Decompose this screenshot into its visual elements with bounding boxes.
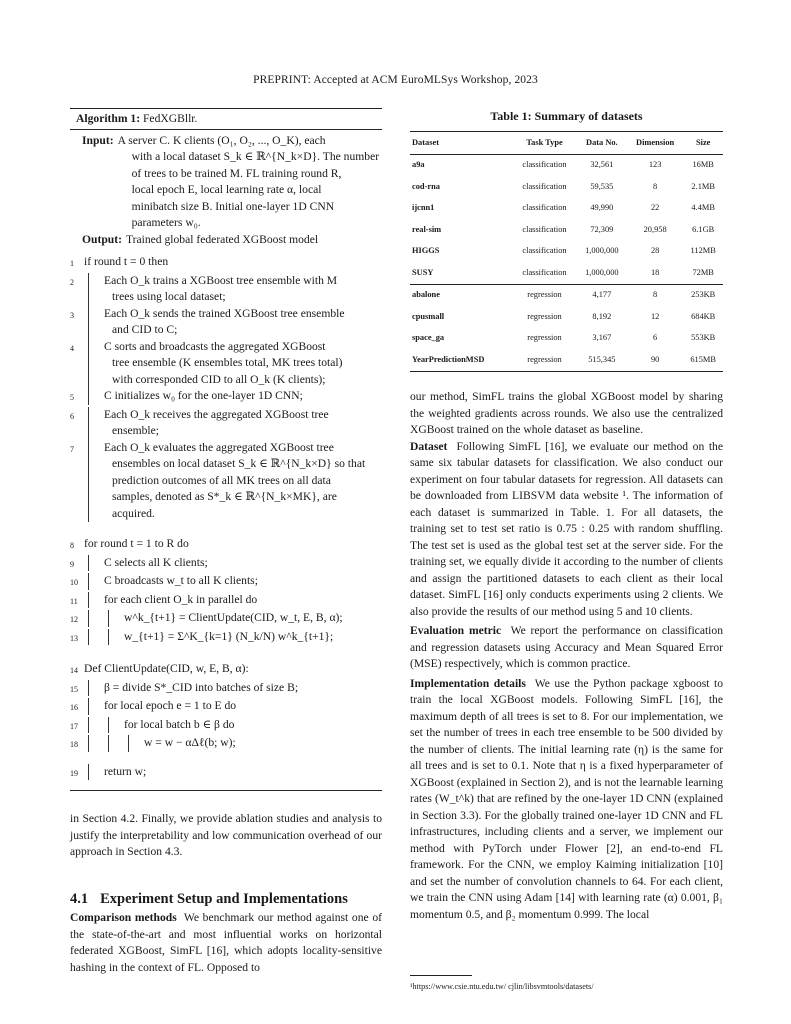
table-cell: 22 <box>650 203 660 212</box>
column-header: Size <box>683 131 723 155</box>
input-line: local epoch E, local learning rate α, local <box>131 183 322 196</box>
table-row <box>410 328 723 350</box>
table-cell: classification <box>522 224 567 234</box>
line-number: 4 <box>70 343 74 353</box>
footnote: ¹https://www.csie.ntu.edu.tw/ cjlin/libsvmtools/datasets/ <box>410 982 594 991</box>
table-row <box>410 220 723 242</box>
algorithm-line <box>70 440 382 523</box>
table-cell: 8 <box>653 290 658 299</box>
algorithm-line <box>70 735 382 754</box>
line-number: 9 <box>70 559 74 569</box>
line-number: 7 <box>70 444 74 454</box>
table-cell: 1,000,000 <box>577 263 627 285</box>
algorithm-line <box>70 273 382 306</box>
line-number: 17 <box>70 721 78 731</box>
algorithm-line <box>70 339 382 389</box>
line-continuation: and CID to C; <box>112 323 178 336</box>
line-text: β = divide S*_CID into batches of size B; <box>104 680 299 694</box>
algorithm-line <box>70 764 382 783</box>
output-text: Trained global federated XGBoost model <box>125 232 319 246</box>
metric-text: We report the performance on classification and regression datasets using Accuracy and Mean Squared Error (MSE) respectively, which is common practice. <box>410 624 723 670</box>
table-cell: 4,177 <box>592 290 612 299</box>
table-cell: 4.4MB <box>691 203 715 212</box>
table-cell: 1,000,000 <box>585 246 619 255</box>
line-text: C selects all K clients; <box>104 555 208 569</box>
table-cell: cpusmall <box>412 311 445 321</box>
line-number: 13 <box>70 633 78 643</box>
comparison-text: We benchmark our method against one of the state-of-the-art and most influential works on horizontal federated XGBoost, SimFL [16], which adopts locality-sensitive hashing in the context of FL. Opposed to <box>70 911 382 974</box>
line-text: return w; <box>104 764 147 778</box>
algorithm-line <box>70 555 382 574</box>
algorithm-line <box>70 536 382 555</box>
column-header: Dimension <box>627 131 683 155</box>
table-cell: 32,561 <box>590 160 614 169</box>
column-header: Task Type <box>512 131 576 155</box>
dataset-paragraph <box>410 439 723 621</box>
algorithm-line <box>70 661 382 680</box>
line-text: Def ClientUpdate(CID, w, E, B, α): <box>84 662 249 675</box>
table-header-row <box>410 131 723 155</box>
table-row <box>410 307 723 329</box>
line-text: Each O_k trains a XGBoost tree ensemble with M <box>104 273 338 287</box>
algorithm-line <box>70 629 382 648</box>
table-row <box>410 155 723 177</box>
section-title: Experiment Setup and Implementations <box>100 890 348 907</box>
algorithm-line <box>70 254 382 273</box>
algorithm-label: Algorithm 1: <box>76 112 141 125</box>
line-continuation: ensembles on local dataset S_k ∈ ℝ^{N_k×D} so that <box>112 457 366 470</box>
implementation-head: Implementation details <box>410 676 526 690</box>
section-heading <box>70 891 382 908</box>
algorithm-box <box>70 108 382 791</box>
line-text: for each client O_k in parallel do <box>104 592 258 606</box>
line-number: 16 <box>70 703 78 712</box>
line-number: 12 <box>70 615 78 624</box>
left-column <box>70 108 382 976</box>
algorithm-line <box>70 717 382 736</box>
right-paragraph-1: our method, SimFL trains the global XGBoost model by sharing the weighted gradients across rounds. We also use the centralized XGBoost trained on the whole dataset as baseline. <box>410 390 723 436</box>
table-row <box>410 198 723 220</box>
implementation-text: We use the Python package xgboost to train the local XGBoost models. Following SimFL [16], the maximum depth of all trees is set to 8. For our implementation, we set the number of trees in each tree ensemble to be 500 divided by the number of clients. The initial learning rate (η) is the same for all trees and is set to 0.1. Note that η is a fixed hyperparameter of XGBoost (explained in Section 2), and is not the learnable learning rates (W_t^k) that are refined by the one-layer 1D CNN (explained in Section 3.3). For the globally trained one-layer 1D CNN and FL infrastructures, including clients and a server, we implement our method with PyTorch under Flower [2], an end-to-end FL framework. For the CNN, we employ Kaiming initialization [10] and set the number of convolution channels to 64. For each client, we train the CNN using Adam [14] with learning rate (α) 0.001, β₁ momentum 0.5, and β₂ momentum 0.999. The local <box>410 676 723 921</box>
dataset-head: Dataset <box>410 439 448 453</box>
line-number: 5 <box>70 393 74 402</box>
table-cell: ijcnn1 <box>412 203 435 212</box>
algorithm-line <box>70 680 382 699</box>
table-cell: YearPredictionMSD <box>410 350 512 372</box>
algorithm-line <box>70 407 382 440</box>
table-cell: 16MB <box>692 160 714 169</box>
right-column <box>410 108 723 996</box>
metric-paragraph <box>410 623 723 673</box>
line-text: for round t = 1 to R do <box>84 537 189 550</box>
table-cell: 684KB <box>691 311 716 321</box>
line-continuation: with corresponded CID to all O_k (K clients); <box>112 372 326 386</box>
line-number: 3 <box>70 310 74 320</box>
left-paragraph: in Section 4.2. Finally, we provide ablation studies and analysis to justify the interpretability and low communication overhead of our approach in Section 4.3. <box>70 812 382 858</box>
comparison-head: Comparison methods <box>70 911 177 924</box>
table-cell: real-sim <box>412 224 442 234</box>
line-text: w^k_{t+1} = ClientUpdate(CID, w_t, E, B, α); <box>124 611 343 624</box>
table-cell: regression <box>527 333 562 342</box>
table-cell: classification <box>522 181 567 191</box>
table-caption: Table 1: Summary of datasets <box>490 109 643 123</box>
table-cell: 49,990 <box>590 203 614 212</box>
section-number: 4.1 <box>70 890 89 907</box>
line-number: 15 <box>70 684 78 694</box>
column-header: Dataset <box>410 131 512 155</box>
algorithm-line <box>70 306 382 339</box>
output-label: Output: <box>82 232 122 246</box>
line-number: 14 <box>70 666 78 675</box>
line-continuation: ensemble; <box>112 424 160 437</box>
line-text: Each O_k evaluates the aggregated XGBoost tree <box>104 440 334 454</box>
table-cell: 20,958 <box>643 224 667 234</box>
dataset-text: Following SimFL [16], we evaluate our method on the same six tabular datasets for classification. We also conduct our experiment on four tabular datasets for regression. All datasets can be downloaded from LIBSVM data website ¹. The information of each dataset is summarized in Table. 1. For all datasets, the training set to test set ratio is 0.75 : 0.25 with random shuffling. The test set is used as the global test set at the server side. For the training set, we equally divide it according to the number of clients and assign the partitioned datasets to each client as their local dataset. SimFL [16] only conducts experiments using 2 clients. We also provide the results of our method using 5 and 10 clients. <box>410 439 723 618</box>
table-cell: 615MB <box>683 350 723 372</box>
line-text: for local epoch e = 1 to E do <box>104 699 237 712</box>
table-cell: a9a <box>412 160 425 169</box>
metric-head: Evaluation metric <box>410 624 502 637</box>
line-number: 18 <box>70 740 78 749</box>
line-continuation: tree ensemble (K ensembles total, MK trees total) <box>112 356 343 369</box>
table-cell: 59,535 <box>590 181 614 191</box>
table-cell: 12 <box>650 311 660 321</box>
algorithm-line <box>70 592 382 611</box>
table-cell: HIGGS <box>412 246 440 255</box>
input-text <box>118 133 380 232</box>
table-row <box>410 263 723 285</box>
line-number: 6 <box>70 411 74 421</box>
line-text: Each O_k receives the aggregated XGBoost tree <box>104 407 329 421</box>
table-cell: cod-rna <box>412 181 440 191</box>
table-cell: 2.1MB <box>691 181 715 191</box>
line-number: 2 <box>70 277 74 287</box>
table-cell: classification <box>522 203 567 212</box>
table-cell: SUSY <box>410 263 512 285</box>
table-cell: 18 <box>627 263 683 285</box>
table-cell: classification <box>522 160 567 169</box>
line-text: C initializes w₀ for the one-layer 1D CNN; <box>104 389 303 402</box>
input-line: of trees to be trained M. FL training round R, <box>131 166 342 180</box>
table-cell: 515,345 <box>577 350 627 372</box>
input-line: parameters w₀. <box>131 216 201 229</box>
line-number: 1 <box>70 259 74 268</box>
footnote-rule <box>410 975 472 976</box>
table-cell: 90 <box>627 350 683 372</box>
table-cell: 8,192 <box>592 311 612 321</box>
table-cell: 6 <box>653 333 658 342</box>
table-cell: classification <box>522 246 567 255</box>
algorithm-io <box>70 130 382 249</box>
line-continuation: trees using local dataset; <box>112 290 226 303</box>
line-continuation: prediction outcomes of all MK trees on all data <box>112 473 331 487</box>
input-line: A server C. K clients (O₁, O₂, ..., O_K), each <box>117 133 326 147</box>
algorithm-line <box>70 573 382 592</box>
line-number: 8 <box>70 541 74 550</box>
table-cell: 123 <box>648 160 662 169</box>
table-cell: regression <box>512 350 576 372</box>
table-cell: 28 <box>650 246 660 255</box>
table-row <box>410 241 723 263</box>
line-continuation: samples, denoted as S*_k ∈ ℝ^{N_k×MK}, are acquired. <box>112 490 337 520</box>
line-text: for local batch b ∈ β do <box>124 717 235 731</box>
table-cell: 3,167 <box>592 333 612 342</box>
table-cell: 8 <box>653 181 658 191</box>
algorithm-line <box>70 698 382 717</box>
table-cell: classification <box>512 263 576 285</box>
table-cell: 72,309 <box>590 224 614 234</box>
comparison-paragraph <box>70 910 382 976</box>
table-cell: 253KB <box>691 290 716 299</box>
line-text: w = w − αΔℓ(b; w); <box>144 736 236 749</box>
page-header: PREPRINT: Accepted at ACM EuroMLSys Workshop, 2023 <box>253 74 538 86</box>
line-text: C broadcasts w_t to all K clients; <box>104 574 258 587</box>
line-number: 11 <box>70 596 78 606</box>
line-text: C sorts and broadcasts the aggregated XGBoost <box>104 339 326 353</box>
table-cell: abalone <box>412 290 440 299</box>
input-label: Input: <box>82 133 114 147</box>
table-cell: 72MB <box>683 263 723 285</box>
line-number: 10 <box>70 578 78 587</box>
algorithm-line <box>70 388 382 407</box>
table-cell: 6.1GB <box>692 224 715 234</box>
line-number: 19 <box>70 768 78 778</box>
algorithm-title <box>70 109 382 130</box>
input-line: with a local dataset S_k ∈ ℝ^{N_k×D}. The number <box>131 150 380 163</box>
table-body <box>410 155 723 372</box>
line-text: w_{t+1} = Σ^K_{k=1} (N_k/N) w^k_{t+1}; <box>124 629 334 643</box>
table-row <box>410 350 723 372</box>
algorithm-lines <box>70 254 382 782</box>
line-text: if round t = 0 then <box>84 255 169 268</box>
algorithm-input <box>82 133 382 232</box>
algorithm-output <box>70 232 382 249</box>
table-row <box>410 285 723 307</box>
input-line: minibatch size B. Initial one-layer 1D CNN <box>131 199 335 213</box>
table-row <box>410 177 723 199</box>
algorithm-name: FedXGBllr. <box>142 112 198 125</box>
datasets-table <box>410 131 723 373</box>
line-text: Each O_k sends the trained XGBoost tree ensemble <box>104 306 345 320</box>
table-cell: 553KB <box>691 333 716 342</box>
table-cell: regression <box>527 290 562 299</box>
table-cell: space_ga <box>412 333 445 342</box>
table-cell: 112MB <box>690 246 716 255</box>
implementation-paragraph <box>410 676 723 924</box>
column-header: Data No. <box>577 131 627 155</box>
algorithm-line <box>70 610 382 629</box>
table-cell: regression <box>527 311 562 321</box>
